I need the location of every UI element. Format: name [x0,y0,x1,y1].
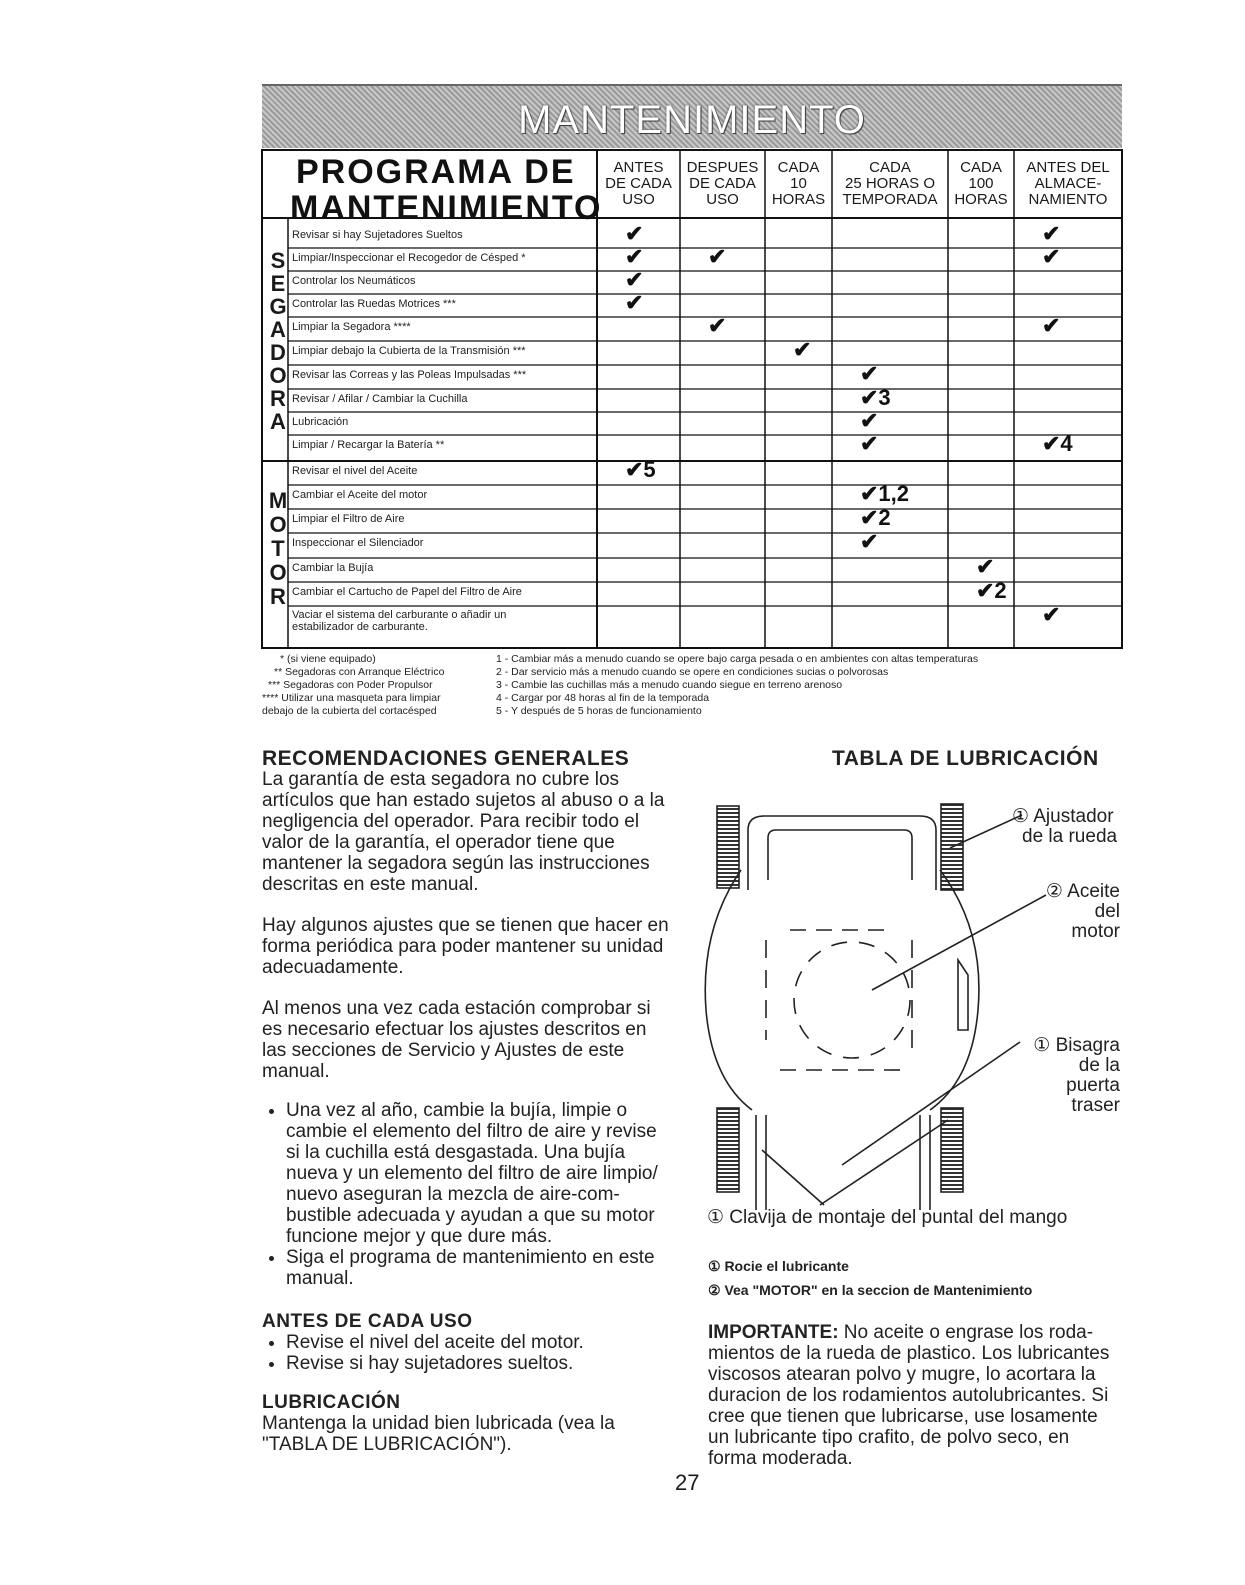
schedule-row-label: Limpiar la Segadora **** [292,321,411,333]
lube-heading-box [832,748,1099,769]
column-header-line: DE CADA [605,175,672,192]
schedule-title [290,153,603,227]
schedule-row-label: Limpiar el Filtro de Aire [292,513,405,525]
column-header [1014,160,1122,216]
segadora-letter: E [270,271,286,296]
lub-heading: LUBRICACIÓN [262,1392,401,1413]
schedule-title-line1: PROGRAMA DE [296,153,576,191]
label-ajustador [1012,807,1117,847]
schedule-title-line2: MANTENIMIENTO [290,189,603,227]
schedule-check-mark: ✔ [793,337,812,362]
schedule-row-label: Limpiar debajo la Cubierta de la Transmisión *** [292,345,526,357]
column-header-line: CADA [869,159,911,176]
motor-letter: T [271,536,285,561]
schedule-check-mark: ✔ [625,290,644,315]
column-header-line: CADA [960,159,1002,176]
bullet-item: • Una vez al año, cambie la bujía, limpie o cambie el elemento del filtro de aire y revise si la cuchilla está desgastada. Una bujía nueva y un elemento del filtro de aire limpio/ nuevo aseguran la mezcla de aire-com-bustible adecuada y ayudan a que su motor funcione mejor y que dure más. [286,1100,672,1247]
schedule-row-label: Controlar las Ruedas Motrices *** [292,298,456,310]
footnotes-right [496,653,978,718]
label-text: ① Ajustador [1012,806,1114,827]
motor-letter: O [269,512,287,537]
schedule-check-mark: ✔ [860,408,879,433]
segadora-letter: D [270,340,286,365]
schedule-check-mark: ✔ [625,221,644,246]
footnote: 4 - Cargar por 48 horas al fin de la temporada [496,692,710,704]
schedule-row-label: Cambiar la Bujía [292,562,374,574]
motor-letter: R [270,584,286,609]
column-header-line: USO [706,191,739,208]
label-text: de la [1078,1055,1120,1076]
label-text: puerta [1066,1075,1120,1096]
page-number: 27 [675,1470,700,1495]
schedule-check-mark: ✔2 [976,578,1007,603]
column-header [948,160,1014,216]
label-aceite [1040,882,1120,942]
schedule-check-mark: ✔ [625,267,644,292]
schedule-check-mark: ✔ [860,431,879,456]
label-bisagra [1020,1036,1120,1116]
schedule-check-mark: ✔ [860,361,879,386]
footnote: * (si viene equipado) [280,653,376,665]
schedule-row-label: Vaciar el sistema del carburante o añadir un estabilizador de carburante. [292,609,507,633]
paragraph: Al menos una vez cada estación comprobar si es necesario efectuar los ajustes descritos en las secciones de Servicio y Ajustes de este manual. [262,998,651,1082]
footnote: 1 - Cambiar más a menudo cuando se opere bajo carga pesada o en ambientes con altas temperaturas [496,653,979,665]
schedule-row-label: Controlar los Neumáticos [292,275,416,287]
label-text: ① Bisagra [1033,1035,1120,1056]
column-header-line: ALMACE- [1034,175,1102,192]
column-header-line: NAMIENTO [1028,191,1108,208]
schedule-check-mark: ✔ [625,244,644,269]
schedule-row-label: Revisar las Correas y las Poleas Impulsadas *** [292,369,527,381]
motor-letter: O [269,560,287,585]
note-rocie: ① Rocie el lubricante [708,1258,849,1274]
importante-block [708,1322,1120,1469]
label-text: motor [1071,921,1120,942]
schedule-check-mark: ✔ [860,529,879,554]
column-header [680,160,765,216]
footnote: ** Segadoras con Arranque Eléctrico [274,666,445,678]
schedule-check-mark: ✔ [1042,602,1061,627]
column-header-line: HORAS [771,191,826,208]
schedule-row-label: Lubricación [292,416,349,428]
column-header-line: CADA [777,159,820,176]
paragraph: Hay algunos ajustes que se tienen que hacer en forma periódica para poder mantener su unidad adecuadamente. [262,915,669,978]
schedule-row-label: Revisar si hay Sujetadores Sueltos [292,229,463,241]
schedule-check-mark: ✔2 [860,505,891,530]
antes-item: • Revise el nivel del aceite del motor. [286,1332,672,1353]
column-header-line: 10 [790,175,807,192]
importante-text: No aceite o engrase los roda-mientos de la rueda de plastico. Los lubricantes viscosos atearan polvo y mugre, lo acortara la duracion de los rodamientos autolubricantes. Si cree que tienen que lubricarse, use losamente un lubricante tipo crafito, de polvo seco, en forma moderada. [708,1322,1110,1469]
paragraph: La garantía de esta segadora no cubre los artículos que han estado sujetos al abuso o a la negligencia del operador. Para recibir todo el valor de la garantía, el operador tiene que mantener la segadora según las instrucciones descritas en este manual. [262,769,665,895]
column-header-line: ANTES DEL [1026,159,1110,176]
footnote: debajo de la cubierta del cortacésped [262,705,437,717]
schedule-check-mark: ✔ [1042,313,1061,338]
schedule-check-mark: ✔1,2 [860,481,910,506]
schedule-check-mark: ✔ [1042,244,1061,269]
schedule-row-label: Cambiar el Aceite del motor [292,489,428,501]
column-header [765,160,832,216]
general-recommendations [262,748,672,1455]
label-text: traser [1071,1095,1120,1116]
label-text: ② Aceite [1045,881,1120,902]
column-header-line: ANTES [613,159,664,176]
schedule-check-mark: ✔ [708,244,727,269]
label-text: del [1094,901,1120,922]
footnotes-left [258,653,444,718]
footnote: 2 - Dar servicio más a menudo cuando se opere en condiciones sucias o polvorosas [496,666,889,678]
segadora-letter: O [269,363,287,388]
footnote: 5 - Y después de 5 horas de funcionamiento [496,705,702,717]
general-heading: RECOMENDACIONES GENERALES [262,747,630,770]
segadora-letter: A [270,317,286,342]
segadora-letter: A [270,409,286,434]
schedule-row-label: Limpiar/Inspeccionar el Recogedor de Césped * [292,252,526,264]
label-text: ① Clavija de montaje del puntal del mango [707,1207,1068,1228]
antes-heading: ANTES DE CADA USO [262,1311,473,1332]
segadora-letter: G [269,294,287,319]
label-text: de la rueda [1022,826,1118,847]
column-header-line: 100 [968,175,994,192]
importante-label: IMPORTANTE: [708,1322,839,1343]
banner-title: MANTENIMIENTO [518,98,866,142]
segadora-letter: S [270,248,286,273]
schedule-check-mark: ✔5 [625,457,656,482]
column-header [832,160,948,216]
schedule-check-mark: ✔3 [860,385,891,410]
antes-list [262,1332,672,1374]
schedule-row-label: Revisar el nivel del Aceite [292,465,418,477]
schedule-row-label: Limpiar / Recargar la Batería ** [292,439,445,451]
footnote: 3 - Cambie las cuchillas más a menudo cuando siegue en terreno arenoso [496,679,843,691]
footnote: **** Utilizar una masqueta para limpiar [262,692,441,704]
motor-letter: M [268,488,288,513]
column-header-line: TEMPORADA [842,191,938,208]
schedule-check-mark: ✔ [1042,221,1061,246]
schedule-check-mark: ✔ [708,313,727,338]
column-header-line: HORAS [954,191,1008,208]
column-header-line: DE CADA [689,175,756,192]
column-header-line: USO [622,191,655,208]
schedule-check-mark: ✔4 [1042,431,1073,456]
antes-item: • Revise si hay sujetadores sueltos. [286,1353,672,1374]
lube-heading: TABLA DE LUBRICACIÓN [832,747,1099,770]
segadora-letter: R [270,386,286,411]
column-header-line: 25 HORAS O [844,175,936,192]
footnote: *** Segadoras con Poder Propulsor [268,679,433,691]
schedule-row-label: Revisar / Afilar / Cambiar la Cuchilla [292,393,468,405]
label-clavija [707,1208,1067,1228]
lub-text: Mantenga la unidad bien lubricada (vea la "TABLA DE LUBRICACIÓN"). [262,1413,615,1455]
schedule-row-label: Inspeccionar el Silenciador [292,537,424,549]
schedule-check-mark: ✔ [976,554,995,579]
column-header [597,160,680,216]
note-motor: ② Vea "MOTOR" en la seccion de Mantenimiento [708,1282,1033,1298]
schedule-row-label: Cambiar el Cartucho de Papel del Filtro de Aire [292,586,522,598]
column-header-line: DESPUES [686,159,759,176]
bullet-list [262,1100,672,1289]
bullet-item: • Siga el programa de mantenimiento en este manual. [286,1247,672,1289]
